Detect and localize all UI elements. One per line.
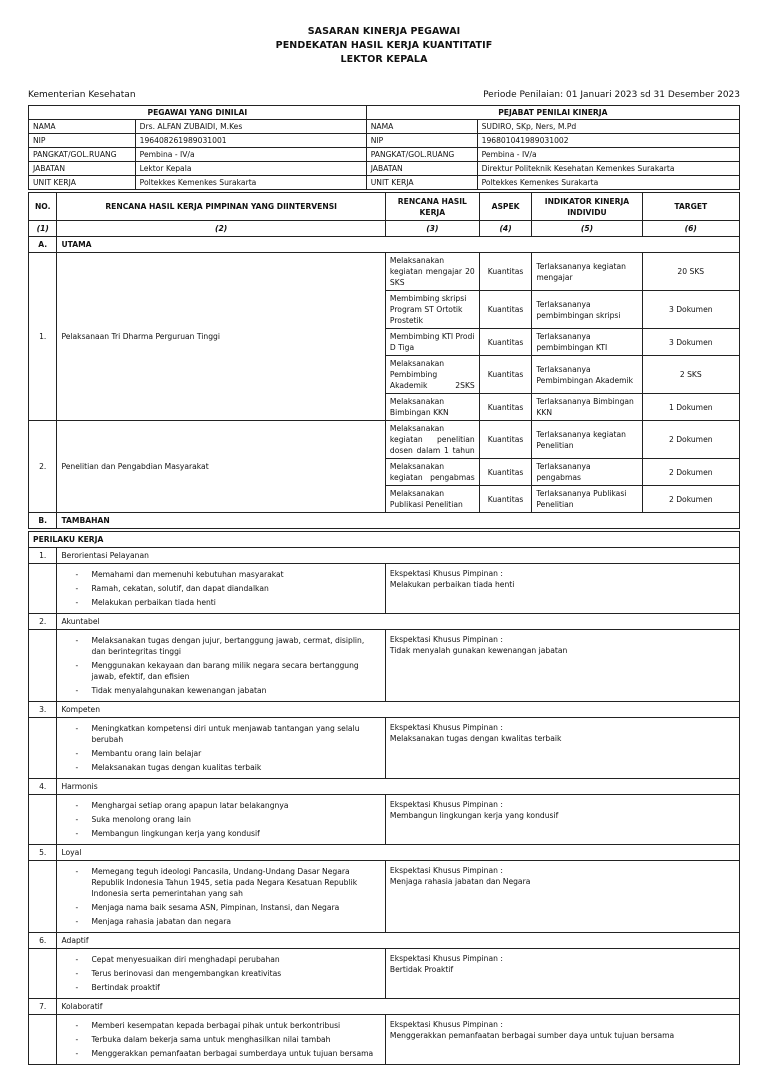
behavior-number: 3. <box>29 702 57 718</box>
expectation-text: Melakukan perbaikan tiada henti <box>389 580 515 589</box>
behavior-number: 7. <box>29 999 57 1015</box>
behavior-points <box>57 718 385 779</box>
pegawai-field-value: Lektor Kepala <box>135 162 366 176</box>
target-cell: 2 Dokumen <box>642 486 739 513</box>
behavior-spacer <box>29 630 57 702</box>
behavior-detail-row <box>29 718 740 779</box>
identity-rows <box>29 120 740 190</box>
behavior-number: 4. <box>29 779 57 795</box>
identity-row <box>29 162 740 176</box>
behavior-point-list <box>61 635 380 696</box>
behavior-point: - Cepat menyesuaikan diri menghadapi perubahan <box>75 954 380 965</box>
behavior-number: 6. <box>29 933 57 949</box>
expectation-cell <box>385 949 739 999</box>
expectation-label: Ekspektasi Khusus Pimpinan : <box>389 569 503 578</box>
behavior-point: - Menjaga nama baik sesama ASN, Pimpinan, Instansi, dan Negara <box>75 902 380 913</box>
behavior-title-row <box>29 614 740 630</box>
behavior-point-list <box>61 866 380 927</box>
col-number-3: (3) <box>385 221 479 237</box>
identity-row <box>29 134 740 148</box>
target-cell: 2 Dokumen <box>642 459 739 486</box>
rencana-kerja-table <box>28 192 740 529</box>
aspek-cell: Kuantitas <box>479 394 532 421</box>
perilaku-kerja-table <box>28 531 740 1065</box>
rhk-cell: Melaksanakan kegiatan penelitian dosen dalam 1 tahun <box>385 421 479 459</box>
identity-row <box>29 148 740 162</box>
rencana-kerja-rows <box>29 253 740 513</box>
behavior-spacer <box>29 861 57 933</box>
behavior-points <box>57 1015 385 1065</box>
behavior-point: - Melakukan perbaikan tiada henti <box>75 597 380 608</box>
expectation-cell <box>385 861 739 933</box>
behavior-point: - Memahami dan memenuhi kebutuhan masyarakat <box>75 569 380 580</box>
expectation-text: Tidak menyalah gunakan kewenangan jabatan <box>389 646 568 655</box>
expectation-cell <box>385 630 739 702</box>
behavior-point: - Menjaga rahasia jabatan dan negara <box>75 916 380 927</box>
aspek-cell: Kuantitas <box>479 421 532 459</box>
behavior-spacer <box>29 564 57 614</box>
aspek-cell: Kuantitas <box>479 459 532 486</box>
col-number-6: (6) <box>642 221 739 237</box>
behavior-spacer <box>29 1015 57 1065</box>
penilai-field-value: Pembina - IV/a <box>477 148 739 162</box>
behavior-point-list <box>61 800 380 839</box>
behavior-points <box>57 564 385 614</box>
expectation-label: Ekspektasi Khusus Pimpinan : <box>389 954 503 963</box>
iki-cell: Terlaksananya kegiatan Penelitian <box>532 421 642 459</box>
section-a-code: A. <box>29 237 57 253</box>
behavior-point: - Bertindak proaktif <box>75 982 380 993</box>
group-number: 1. <box>29 253 57 421</box>
expectation-label: Ekspektasi Khusus Pimpinan : <box>389 1020 503 1029</box>
col-number-2: (2) <box>57 221 385 237</box>
aspek-cell: Kuantitas <box>479 486 532 513</box>
behavior-title: Kompeten <box>57 702 740 718</box>
penilai-field-label: PANGKAT/GOL.RUANG <box>366 148 477 162</box>
behavior-points <box>57 630 385 702</box>
instansi-label: Kementerian Kesehatan <box>28 90 136 100</box>
identity-table <box>28 105 740 190</box>
rhk-cell: Membimbing skripsi Program ST Ortotik Prostetik <box>385 291 479 329</box>
target-cell: 3 Dokumen <box>642 291 739 329</box>
behavior-title-row <box>29 779 740 795</box>
identity-row <box>29 176 740 190</box>
behavior-points <box>57 949 385 999</box>
expectation-label: Ekspektasi Khusus Pimpinan : <box>389 800 503 809</box>
aspek-cell: Kuantitas <box>479 356 532 394</box>
section-b-label: TAMBAHAN <box>57 513 740 529</box>
behavior-point: - Terus berinovasi dan mengembangkan kreativitas <box>75 968 380 979</box>
behavior-point: - Memegang teguh ideologi Pancasila, Undang-Undang Dasar Negara Republik Indonesia Tahun 1945, setia pada Negara Kesatuan Republik Indonesia serta pemerintahan yang sah <box>75 866 380 899</box>
group-intervensi: Pelaksanaan Tri Dharma Perguruan Tinggi <box>57 253 385 421</box>
table-row <box>29 253 740 291</box>
rhk-cell: Melaksanakan Bimbingan KKN <box>385 394 479 421</box>
target-cell: 1 Dokumen <box>642 394 739 421</box>
behavior-points <box>57 795 385 845</box>
group-intervensi: Penelitian dan Pengabdian Masyarakat <box>57 421 385 513</box>
pegawai-header: PEGAWAI YANG DINILAI <box>29 106 367 120</box>
behavior-points <box>57 861 385 933</box>
behavior-point: - Suka menolong orang lain <box>75 814 380 825</box>
target-cell: 2 SKS <box>642 356 739 394</box>
pegawai-field-label: PANGKAT/GOL.RUANG <box>29 148 136 162</box>
expectation-cell <box>385 564 739 614</box>
behavior-point: - Tidak menyalahgunakan kewenangan jabatan <box>75 685 380 696</box>
behavior-point: - Menghargai setiap orang apapun latar belakangnya <box>75 800 380 811</box>
col-header-intervensi: RENCANA HASIL KERJA PIMPINAN YANG DIINTERVENSI <box>57 193 385 221</box>
behavior-title-row <box>29 548 740 564</box>
penilai-field-value: SUDIRO, SKp, Ners, M.Pd <box>477 120 739 134</box>
iki-cell: Terlaksananya pembimbingan KTI <box>532 329 642 356</box>
expectation-text: Melaksanakan tugas dengan kwalitas terbaik <box>389 734 562 743</box>
pegawai-field-label: NAMA <box>29 120 136 134</box>
expectation-text: Menggerakkan pemanfaatan berbagai sumber daya untuk tujuan bersama <box>389 1031 675 1040</box>
iki-cell: Terlaksananya Bimbingan KKN <box>532 394 642 421</box>
group-number: 2. <box>29 421 57 513</box>
behavior-title: Akuntabel <box>57 614 740 630</box>
target-cell: 3 Dokumen <box>642 329 739 356</box>
behavior-detail-row <box>29 630 740 702</box>
iki-cell: Terlaksananya kegiatan mengajar <box>532 253 642 291</box>
penilai-field-label: UNIT KERJA <box>366 176 477 190</box>
col-header-rhk: RENCANA HASIL KERJA <box>385 193 479 221</box>
iki-cell: Terlaksananya Pembimbingan Akademik <box>532 356 642 394</box>
pegawai-field-label: UNIT KERJA <box>29 176 136 190</box>
pegawai-field-label: JABATAN <box>29 162 136 176</box>
behavior-title-row <box>29 999 740 1015</box>
section-a-label: UTAMA <box>57 237 740 253</box>
penilai-field-label: NIP <box>366 134 477 148</box>
behavior-number: 5. <box>29 845 57 861</box>
document-title <box>28 25 740 67</box>
expectation-cell <box>385 1015 739 1065</box>
behavior-point: - Melaksanakan tugas dengan jujur, bertanggung jawab, cermat, disiplin, dan berintegritas tinggi <box>75 635 380 657</box>
pegawai-field-value: Pembina - IV/a <box>135 148 366 162</box>
aspek-cell: Kuantitas <box>479 329 532 356</box>
behavior-point: - Melaksanakan tugas dengan kualitas terbaik <box>75 762 380 773</box>
penilai-field-value: 196801041989031002 <box>477 134 739 148</box>
target-cell: 20 SKS <box>642 253 739 291</box>
title-line-2: PENDEKATAN HASIL KERJA KUANTITATIF <box>275 40 493 51</box>
iki-cell: Terlaksananya Publikasi Penelitian <box>532 486 642 513</box>
behavior-point: - Membangun lingkungan kerja yang kondusif <box>75 828 380 839</box>
behavior-spacer <box>29 949 57 999</box>
pegawai-field-value: Drs. ALFAN ZUBAIDI, M.Kes <box>135 120 366 134</box>
behavior-point: - Membantu orang lain belajar <box>75 748 380 759</box>
col-header-iki: INDIKATOR KINERJA INDIVIDU <box>532 193 642 221</box>
behavior-title: Kolaboratif <box>57 999 740 1015</box>
col-header-no: NO. <box>29 193 57 221</box>
behavior-title-row <box>29 845 740 861</box>
behavior-point-list <box>61 723 380 773</box>
iki-cell: Terlaksananya pengabmas <box>532 459 642 486</box>
rhk-cell: Melaksanakan Pembimbing Akademik 2SKS <box>385 356 479 394</box>
penilai-field-label: JABATAN <box>366 162 477 176</box>
expectation-text: Menjaga rahasia jabatan dan Negara <box>389 877 531 886</box>
meta-row <box>28 89 740 101</box>
title-line-1: SASARAN KINERJA PEGAWAI <box>307 26 461 37</box>
behavior-point-list <box>61 1020 380 1059</box>
behavior-title: Harmonis <box>57 779 740 795</box>
rhk-cell: Melaksanakan Publikasi Penelitian <box>385 486 479 513</box>
behavior-title: Loyal <box>57 845 740 861</box>
behavior-spacer <box>29 795 57 845</box>
expectation-cell <box>385 795 739 845</box>
aspek-cell: Kuantitas <box>479 253 532 291</box>
col-number-1: (1) <box>29 221 57 237</box>
expectation-label: Ekspektasi Khusus Pimpinan : <box>389 866 503 875</box>
col-header-aspek: ASPEK <box>479 193 532 221</box>
penilai-header: PEJABAT PENILAI KINERJA <box>366 106 739 120</box>
expectation-text: Membangun lingkungan kerja yang kondusif <box>389 811 559 820</box>
behavior-point: - Terbuka dalam bekerja sama untuk menghasilkan nilai tambah <box>75 1034 380 1045</box>
behavior-title: Berorientasi Pelayanan <box>57 548 740 564</box>
penilai-field-label: NAMA <box>366 120 477 134</box>
rhk-cell: Membimbing KTI Prodi D Tiga <box>385 329 479 356</box>
behavior-title: Adaptif <box>57 933 740 949</box>
behavior-point-list <box>61 954 380 993</box>
behavior-number: 1. <box>29 548 57 564</box>
behavior-point: - Menggerakkan pemanfaatan berbagai sumberdaya untuk tujuan bersama <box>75 1048 380 1059</box>
col-number-4: (4) <box>479 221 532 237</box>
pegawai-field-label: NIP <box>29 134 136 148</box>
expectation-cell <box>385 718 739 779</box>
behavior-point: - Menggunakan kekayaan dan barang milik negara secara bertanggung jawab, efektif, dan efisien <box>75 660 380 682</box>
expectation-label: Ekspektasi Khusus Pimpinan : <box>389 635 503 644</box>
periode-label: Periode Penilaian: 01 Januari 2023 sd 31 Desember 2023 <box>483 90 740 100</box>
pegawai-field-value: 196408261989031001 <box>135 134 366 148</box>
behavior-detail-row <box>29 1015 740 1065</box>
section-b-code: B. <box>29 513 57 529</box>
penilai-field-value: Poltekkes Kemenkes Surakarta <box>477 176 739 190</box>
table-row <box>29 421 740 459</box>
penilai-field-value: Direktur Politeknik Kesehatan Kemenkes Surakarta <box>477 162 739 176</box>
behavior-point: - Ramah, cekatan, solutif, dan dapat diandalkan <box>75 583 380 594</box>
behavior-point: - Meningkatkan kompetensi diri untuk menjawab tantangan yang selalu berubah <box>75 723 380 745</box>
behavior-spacer <box>29 718 57 779</box>
behavior-point: - Memberi kesempatan kepada berbagai pihak untuk berkontribusi <box>75 1020 380 1031</box>
col-number-5: (5) <box>532 221 642 237</box>
behavior-detail-row <box>29 564 740 614</box>
behavior-point-list <box>61 569 380 608</box>
behavior-detail-row <box>29 861 740 933</box>
behavior-title-row <box>29 933 740 949</box>
rhk-cell: Melaksanakan kegiatan mengajar 20 SKS <box>385 253 479 291</box>
behavior-number: 2. <box>29 614 57 630</box>
behavior-title-row <box>29 702 740 718</box>
perilaku-header: PERILAKU KERJA <box>29 532 740 548</box>
rhk-cell: Melaksanakan kegiatan pengabmas <box>385 459 479 486</box>
aspek-cell: Kuantitas <box>479 291 532 329</box>
behavior-detail-row <box>29 795 740 845</box>
identity-row <box>29 120 740 134</box>
expectation-label: Ekspektasi Khusus Pimpinan : <box>389 723 503 732</box>
iki-cell: Terlaksananya pembimbingan skripsi <box>532 291 642 329</box>
expectation-text: Bertidak Proaktif <box>389 965 454 974</box>
behavior-detail-row <box>29 949 740 999</box>
pegawai-field-value: Poltekkes Kemenkes Surakarta <box>135 176 366 190</box>
perilaku-kerja-rows <box>29 548 740 1065</box>
col-header-target: TARGET <box>642 193 739 221</box>
target-cell: 2 Dokumen <box>642 421 739 459</box>
title-line-3: LEKTOR KEPALA <box>340 54 428 65</box>
